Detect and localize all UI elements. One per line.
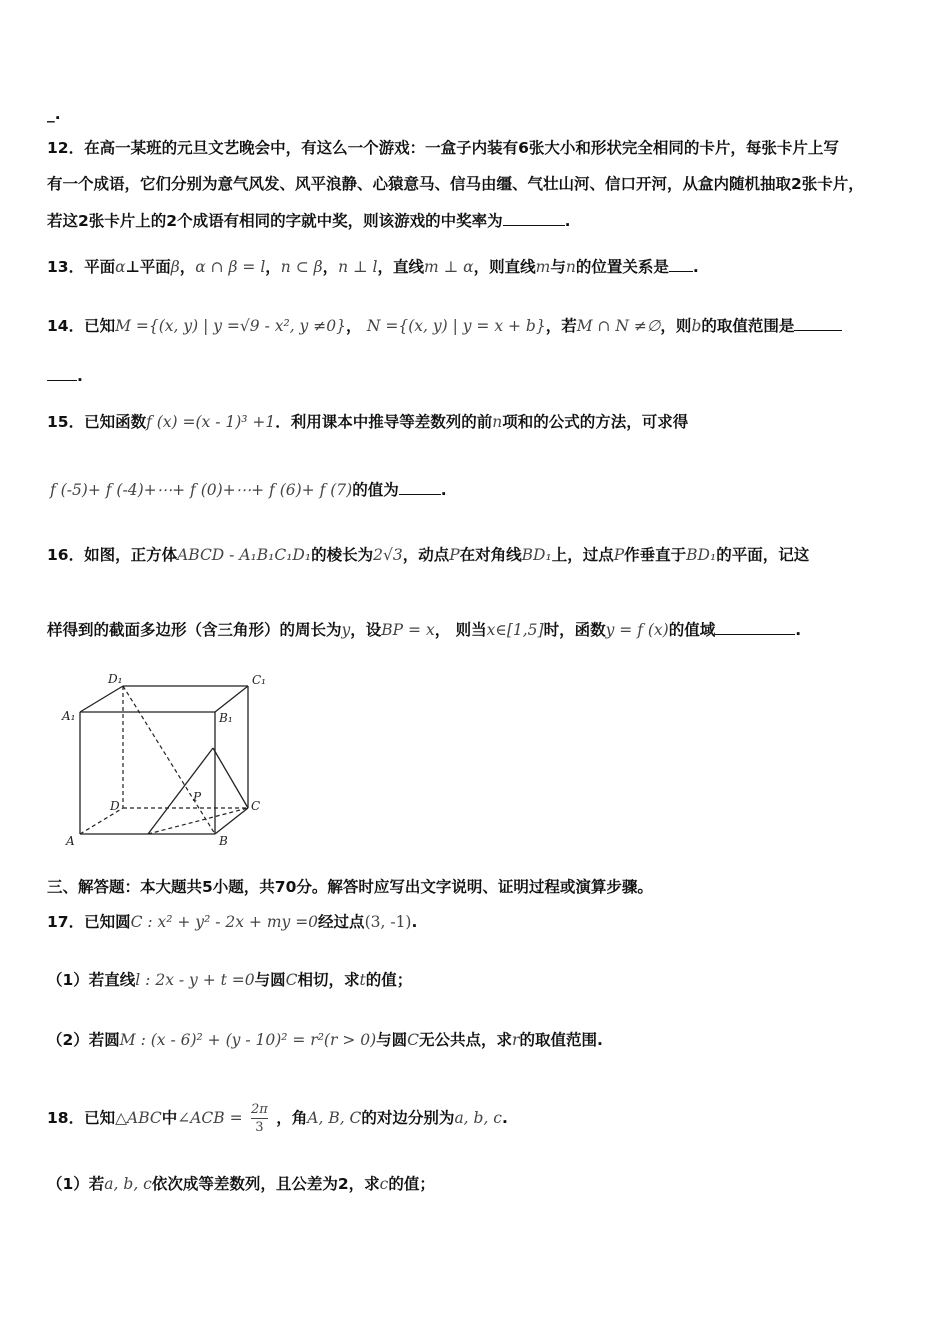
q15: 15．已知函数f (x) =(x - 1)³ +1．利用课本中推导等差数列的前n项和的公式的方法，可求得 — [47, 413, 689, 431]
hidden-section-edge — [148, 808, 248, 834]
q17-part1: （1）若直线l : 2x - y + t =0与圆C相切，求t的值； — [47, 971, 413, 989]
hidden-diagonal-BD1 — [123, 686, 215, 834]
label-C: C — [251, 799, 261, 813]
answer-blank[interactable] — [503, 211, 565, 226]
label-A: A — [66, 834, 75, 848]
label-D1: D₁ — [108, 672, 123, 686]
label-A1: A₁ — [62, 709, 76, 723]
section-3-heading: 三、解答题：本大题共5小题，共70分。解答时应写出文字说明、证明过程或演算步骤。 — [47, 878, 653, 896]
fraction: $\frac{2\pi}{3}$ — [251, 1102, 268, 1135]
q16: 16．如图，正方体ABCD - A₁B₁C₁D₁的棱长为2√3，动点P在对角线BD₁上，过点P作垂直于BD₁的平面，记这 — [47, 546, 810, 564]
q17-part2: （2）若圆M : (x - 6)² + (y - 10)² = r²(r > 0)与圆C无公共点，求r的取值范围. — [47, 1031, 603, 1049]
label-D: D — [110, 799, 120, 813]
q17: 17．已知圆C : x² + y² - 2x + my =0经过点(3, -1). — [47, 913, 418, 931]
label-C1: C₁ — [252, 673, 266, 687]
q14: 14．已知M ={(x, y) | y =√9 - x², y ≠0}， N ={(x, y) | y = x + b}，若M ∩ N ≠∅，则b的取值范围是 — [47, 316, 842, 336]
q12-line3: 若这2张卡片上的2个成语有相同的字就中奖，则该游戏的中奖率为 . — [47, 212, 571, 230]
edge-B1C1 — [215, 686, 248, 712]
q12-line1: 12．在高一某班的元旦文艺晚会中，有这么一个游戏：一盒子内装有6张大小和形状完全相同的卡片，每张卡片上写 — [47, 139, 839, 157]
cube-figure — [58, 668, 288, 853]
q16-line2: 样得到的截面多边形（含三角形）的周长为y，设BP = x， 则当x∈[1,5]时，函数y = f (x)的值域 . — [47, 621, 802, 639]
q18: 18．已知△ABC中∠ACB = $\frac{2\pi}{3}$ ，角A, B, C的对边分别为a, b, c. — [47, 1102, 508, 1135]
q15-line2: f (-5)+ f (-4)+⋯+ f (0)+⋯+ f (6)+ f (7)的值为 . — [50, 481, 447, 499]
edge-A1D1 — [80, 686, 123, 712]
answer-blank-cont[interactable] — [47, 366, 77, 381]
answer-blank[interactable] — [669, 257, 693, 272]
label-B: B — [219, 834, 228, 848]
answer-blank[interactable] — [794, 316, 842, 331]
answer-blank[interactable] — [399, 480, 441, 495]
answer-blank[interactable] — [715, 620, 795, 635]
top-fragment: _. — [47, 105, 61, 123]
q14-line2: . — [47, 366, 83, 386]
section-edge-2 — [213, 748, 248, 808]
label-B1: B₁ — [219, 711, 233, 725]
q18-part1: （1）若a, b, c依次成等差数列，且公差为2，求c的值； — [47, 1175, 435, 1193]
q12-line2: 有一个成语，它们分别为意气风发、风平浪静、心猿意马、信马由缰、气壮山河、信口开河，从盒内随机抽取2张卡片， — [47, 175, 864, 193]
section-edge-1 — [148, 748, 213, 834]
label-P: P — [193, 790, 202, 804]
q13: 13．平面α⊥平面β，α ∩ β = l，n ⊂ β，n ⊥ l，直线m ⊥ α，则直线m与n的位置关系是 . — [47, 258, 699, 276]
